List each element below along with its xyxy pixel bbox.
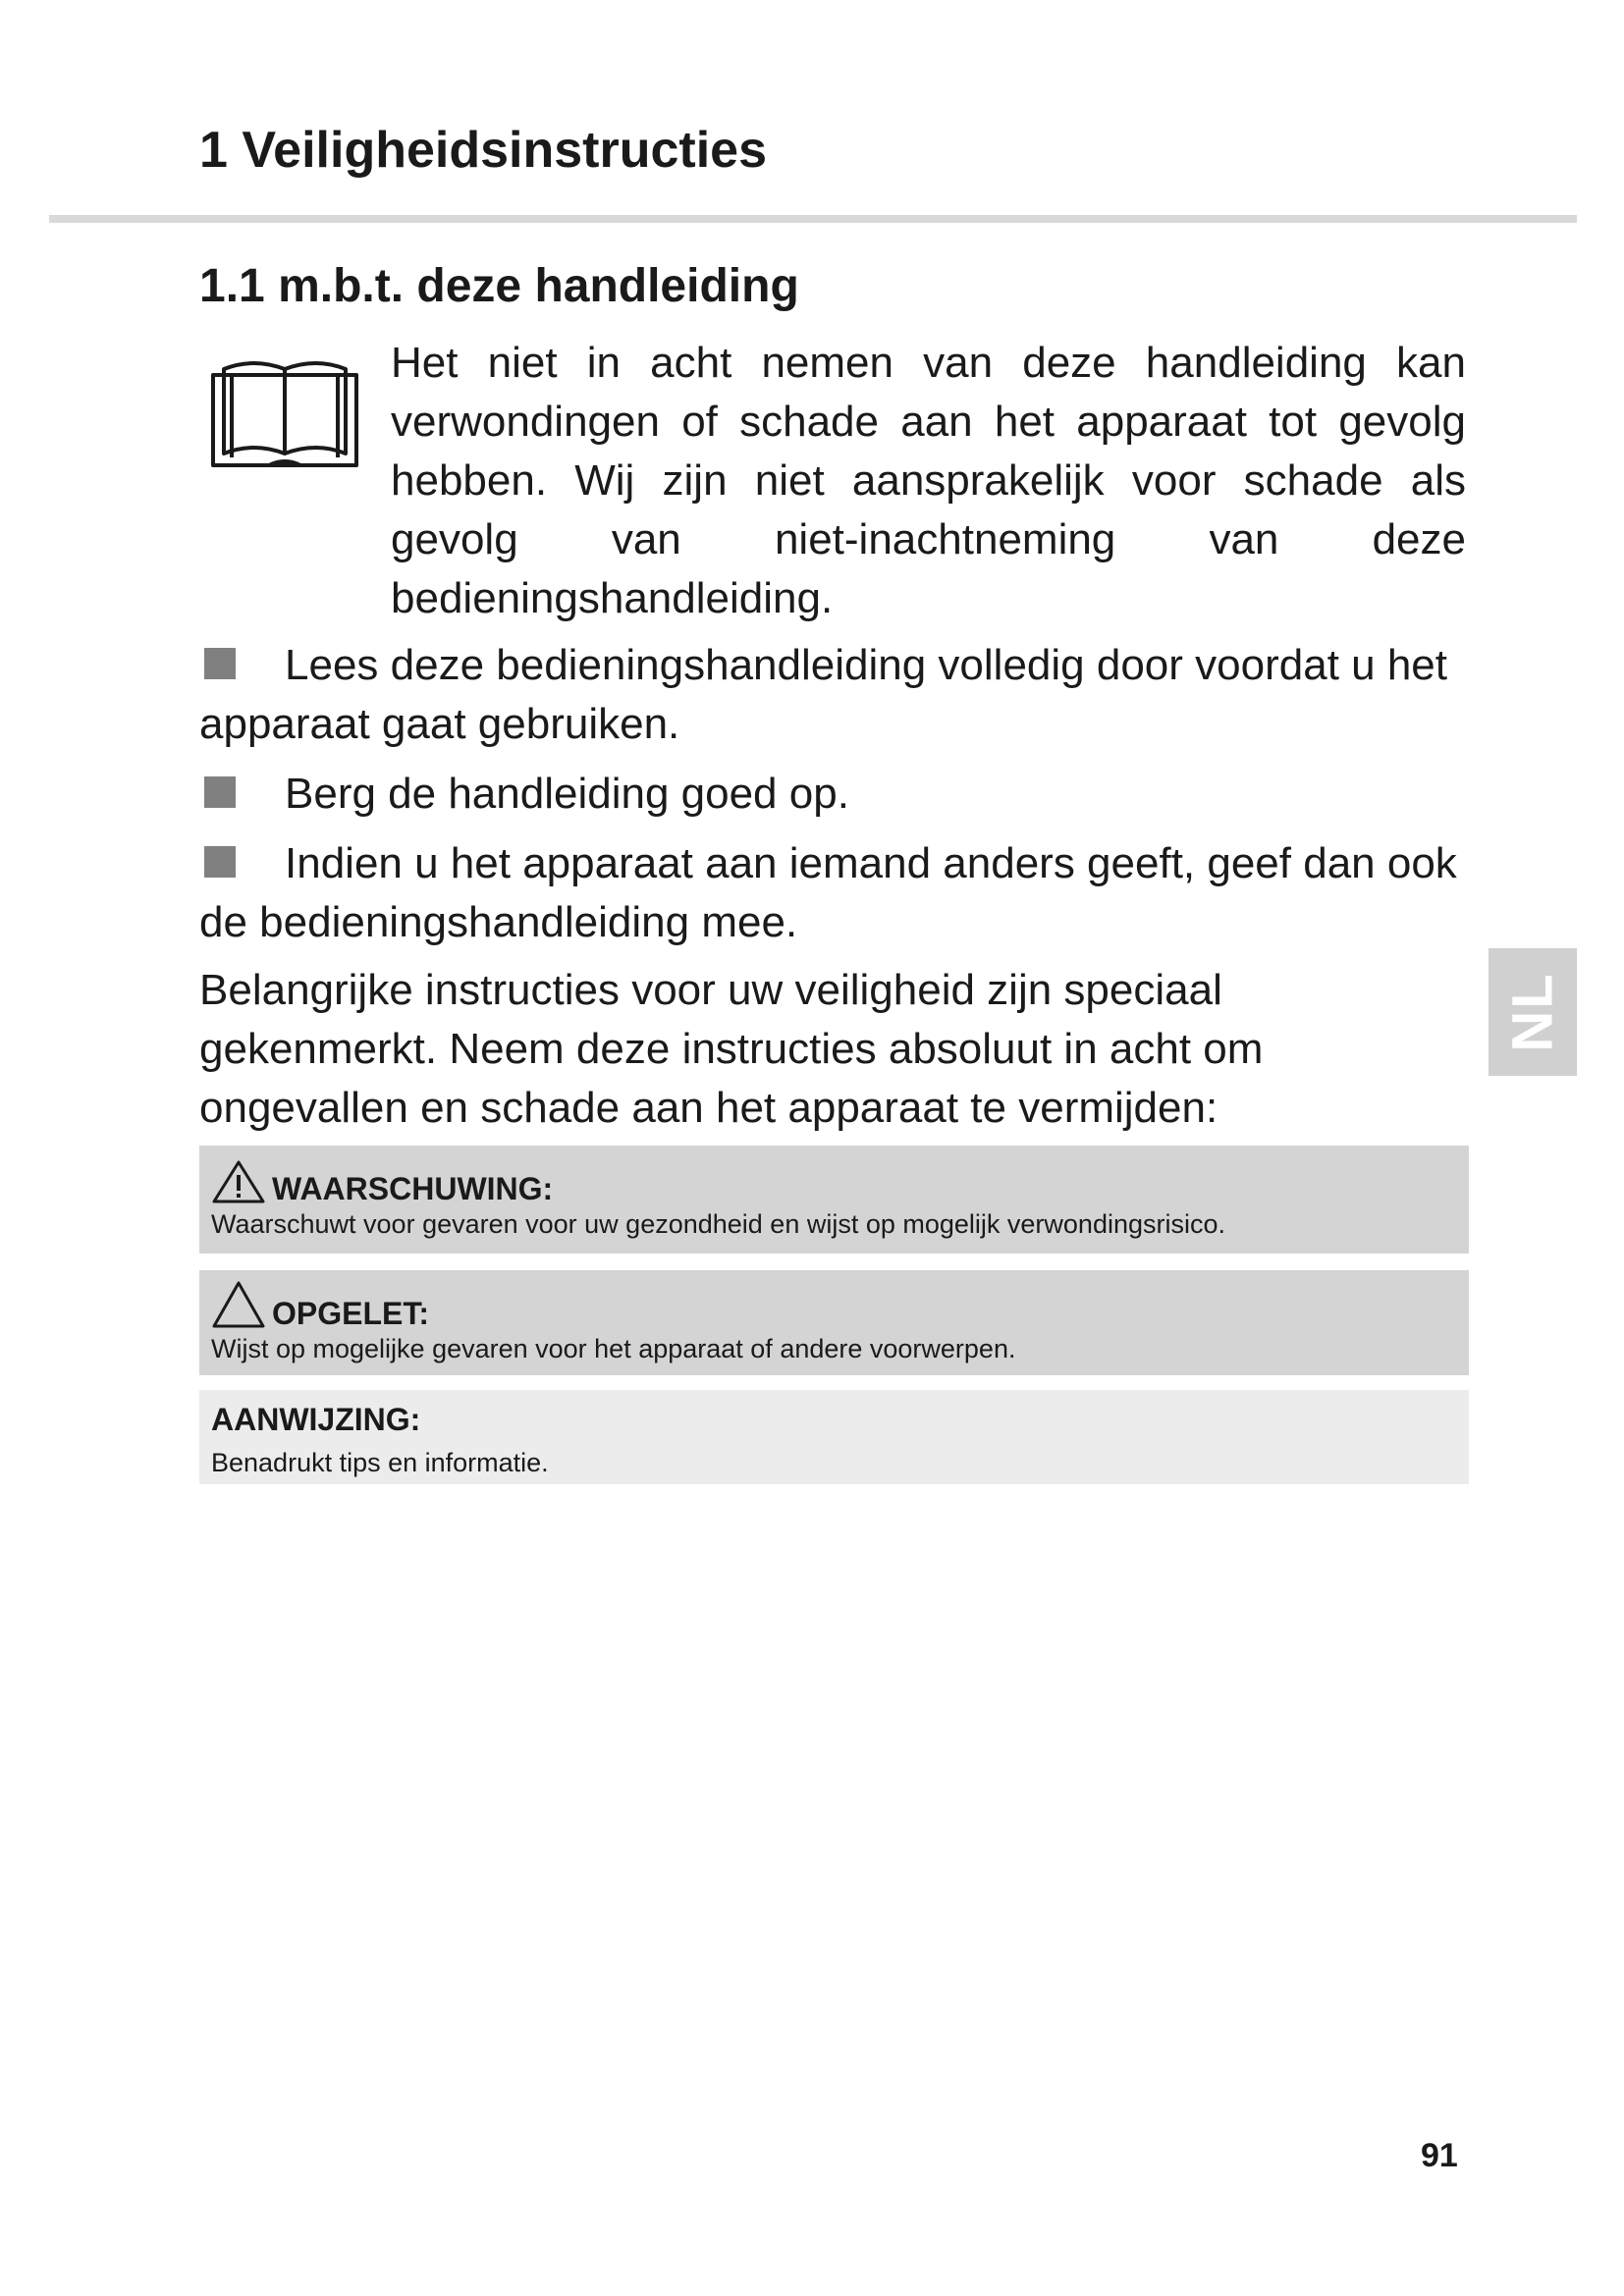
header-rule — [49, 215, 1577, 223]
note-text: Benadrukt tips en informatie. — [211, 1448, 549, 1477]
bullet-marker — [204, 776, 236, 808]
book-icon — [210, 355, 359, 469]
language-tab — [1489, 948, 1577, 1076]
caution-box — [199, 1270, 1469, 1375]
bullet-marker — [204, 846, 236, 878]
section-title: 1.1 m.b.t. deze handleiding — [199, 260, 799, 312]
warning-triangle-icon — [211, 1159, 266, 1204]
bullet-item: Indien u het apparaat aan iemand anders geeft, geef dan ook de bedieningshandleiding mee. — [199, 839, 1457, 946]
warning-box — [199, 1146, 1469, 1254]
bullet-item: Lees deze bedieningshandleiding volledig door voordat u het apparaat gaat gebruiken. — [199, 641, 1448, 748]
caution-text: Wijst op mogelijke gevaren voor het apparaat of andere voorwerpen. — [211, 1334, 1016, 1363]
note-title: AANWIJZING: — [211, 1402, 421, 1437]
language-tab-label: NL — [1500, 972, 1565, 1052]
page-number: 91 — [1421, 2137, 1458, 2174]
bullet-item: Berg de handleiding goed op. — [199, 765, 1510, 824]
note-box — [199, 1390, 1469, 1484]
important-note: Belangrijke instructies voor uw veiligheid zijn speciaal gekenmerkt. Neem deze instructies absoluut in acht om ongevallen en schade aan het apparaat te vermijden: — [199, 966, 1264, 1132]
bullet-marker — [204, 648, 236, 679]
warning-title: WAARSCHUWING: — [272, 1171, 554, 1206]
intro-text: Het niet in acht nemen van deze handleiding kan verwondingen of schade aan het apparaat tot gevolg hebben. Wij zijn niet aansprakelijk voor schade als gevolg van niet-inachtneming van deze bedieningshandleiding. — [391, 339, 1466, 622]
caution-triangle-icon — [211, 1280, 266, 1329]
warning-text: Waarschuwt voor gevaren voor uw gezondheid en wijst op mogelijk verwondingsrisico. — [211, 1209, 1226, 1239]
chapter-title: 1 Veiligheidsinstructies — [199, 122, 767, 179]
caution-title: OPGELET: — [272, 1296, 430, 1331]
